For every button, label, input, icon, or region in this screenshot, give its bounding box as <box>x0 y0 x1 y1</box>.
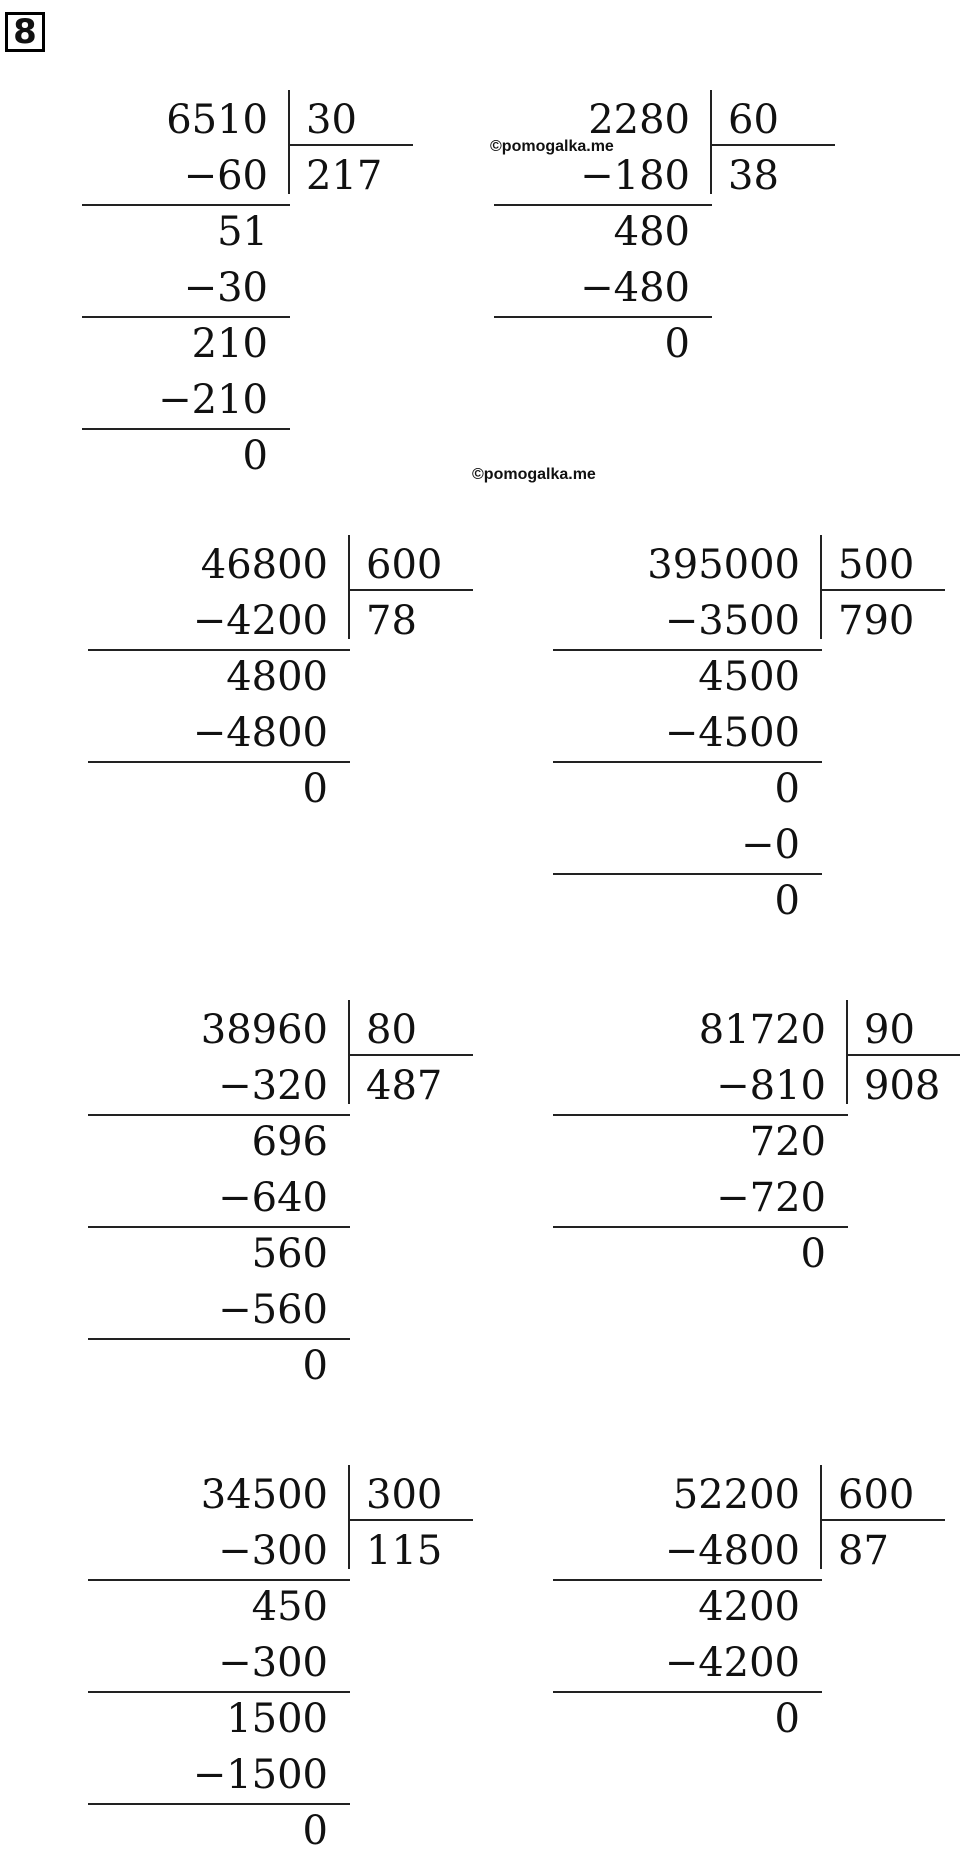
division-rule <box>494 204 712 206</box>
division-rule <box>82 204 290 206</box>
dividend: 2280 <box>588 97 690 143</box>
division-rule <box>553 873 822 875</box>
division-bracket <box>820 1465 822 1569</box>
divisor: 60 <box>728 97 779 143</box>
subtrahend: −560 <box>218 1287 328 1333</box>
subtrahend: −4500 <box>664 710 800 756</box>
division-rule <box>553 1579 822 1581</box>
remainder: 0 <box>302 1808 328 1854</box>
quotient: 38 <box>728 153 779 199</box>
subtrahend: −4800 <box>664 1528 800 1574</box>
subtrahend: −480 <box>580 265 690 311</box>
subtrahend: −810 <box>716 1063 826 1109</box>
remainder: 1500 <box>226 1696 328 1742</box>
remainder: 0 <box>774 1696 800 1742</box>
subtrahend: −30 <box>183 265 268 311</box>
division-bracket <box>348 535 350 639</box>
remainder: 210 <box>191 321 268 367</box>
division-rule <box>348 1054 473 1056</box>
quotient: 790 <box>838 598 915 644</box>
remainder: 51 <box>217 209 268 255</box>
dividend: 52200 <box>672 1472 800 1518</box>
subtrahend: −60 <box>183 153 268 199</box>
division-rule <box>494 316 712 318</box>
quotient: 908 <box>864 1063 941 1109</box>
division-rule <box>88 649 350 651</box>
division-rule <box>348 589 473 591</box>
division-bracket <box>288 90 290 194</box>
division-rule <box>348 1519 473 1521</box>
dividend: 6510 <box>166 97 268 143</box>
subtrahend: −720 <box>716 1175 826 1221</box>
remainder: 0 <box>242 433 268 479</box>
quotient: 217 <box>306 153 383 199</box>
division-bracket <box>710 90 712 194</box>
subtrahend: −180 <box>580 153 690 199</box>
division-rule <box>820 589 945 591</box>
quotient: 78 <box>366 598 417 644</box>
dividend: 46800 <box>200 542 328 588</box>
division-bracket <box>348 1465 350 1569</box>
divisor: 600 <box>366 542 443 588</box>
remainder: 4500 <box>698 654 800 700</box>
division-rule <box>82 428 290 430</box>
subtrahend: −300 <box>218 1640 328 1686</box>
divisor: 600 <box>838 1472 915 1518</box>
remainder: 0 <box>774 878 800 924</box>
division-rule <box>553 1691 822 1693</box>
subtrahend: −0 <box>741 822 800 868</box>
division-rule <box>553 1114 848 1116</box>
remainder: 450 <box>251 1584 328 1630</box>
divisor: 30 <box>306 97 357 143</box>
subtrahend: −4800 <box>192 710 328 756</box>
remainder: 4200 <box>698 1584 800 1630</box>
divisor: 90 <box>864 1007 915 1053</box>
dividend: 34500 <box>200 1472 328 1518</box>
quotient: 87 <box>838 1528 889 1574</box>
quotient: 487 <box>366 1063 443 1109</box>
division-rule <box>82 316 290 318</box>
divisor: 300 <box>366 1472 443 1518</box>
remainder: 0 <box>664 321 690 367</box>
division-rule <box>88 1803 350 1805</box>
subtrahend: −3500 <box>664 598 800 644</box>
remainder: 0 <box>302 766 328 812</box>
division-rule <box>553 1226 848 1228</box>
subtrahend: −1500 <box>192 1752 328 1798</box>
remainder: 696 <box>251 1119 328 1165</box>
divisor: 80 <box>366 1007 417 1053</box>
dividend: 81720 <box>698 1007 826 1053</box>
subtrahend: −640 <box>218 1175 328 1221</box>
division-rule <box>553 649 822 651</box>
division-rule <box>288 144 413 146</box>
task-number-badge: 8 <box>5 12 45 52</box>
divisor: 500 <box>838 542 915 588</box>
dividend: 38960 <box>200 1007 328 1053</box>
dividend: 395000 <box>647 542 800 588</box>
division-bracket <box>820 535 822 639</box>
remainder: 0 <box>800 1231 826 1277</box>
division-rule <box>710 144 835 146</box>
remainder: 0 <box>302 1343 328 1389</box>
division-rule <box>820 1519 945 1521</box>
division-rule <box>88 1579 350 1581</box>
division-rule <box>88 1691 350 1693</box>
subtrahend: −4200 <box>192 598 328 644</box>
quotient: 115 <box>366 1528 443 1574</box>
subtrahend: −320 <box>218 1063 328 1109</box>
subtrahend: −4200 <box>664 1640 800 1686</box>
division-rule <box>88 761 350 763</box>
watermark: ©pomogalka.me <box>490 138 614 155</box>
remainder: 4800 <box>226 654 328 700</box>
remainder: 720 <box>749 1119 826 1165</box>
remainder: 480 <box>613 209 690 255</box>
subtrahend: −300 <box>218 1528 328 1574</box>
division-rule <box>846 1054 960 1056</box>
watermark: ©pomogalka.me <box>472 466 596 483</box>
remainder: 0 <box>774 766 800 812</box>
division-rule <box>88 1114 350 1116</box>
division-rule <box>88 1226 350 1228</box>
division-bracket <box>846 1000 848 1104</box>
division-rule <box>88 1338 350 1340</box>
division-rule <box>553 761 822 763</box>
subtrahend: −210 <box>158 377 268 423</box>
division-bracket <box>348 1000 350 1104</box>
remainder: 560 <box>251 1231 328 1277</box>
